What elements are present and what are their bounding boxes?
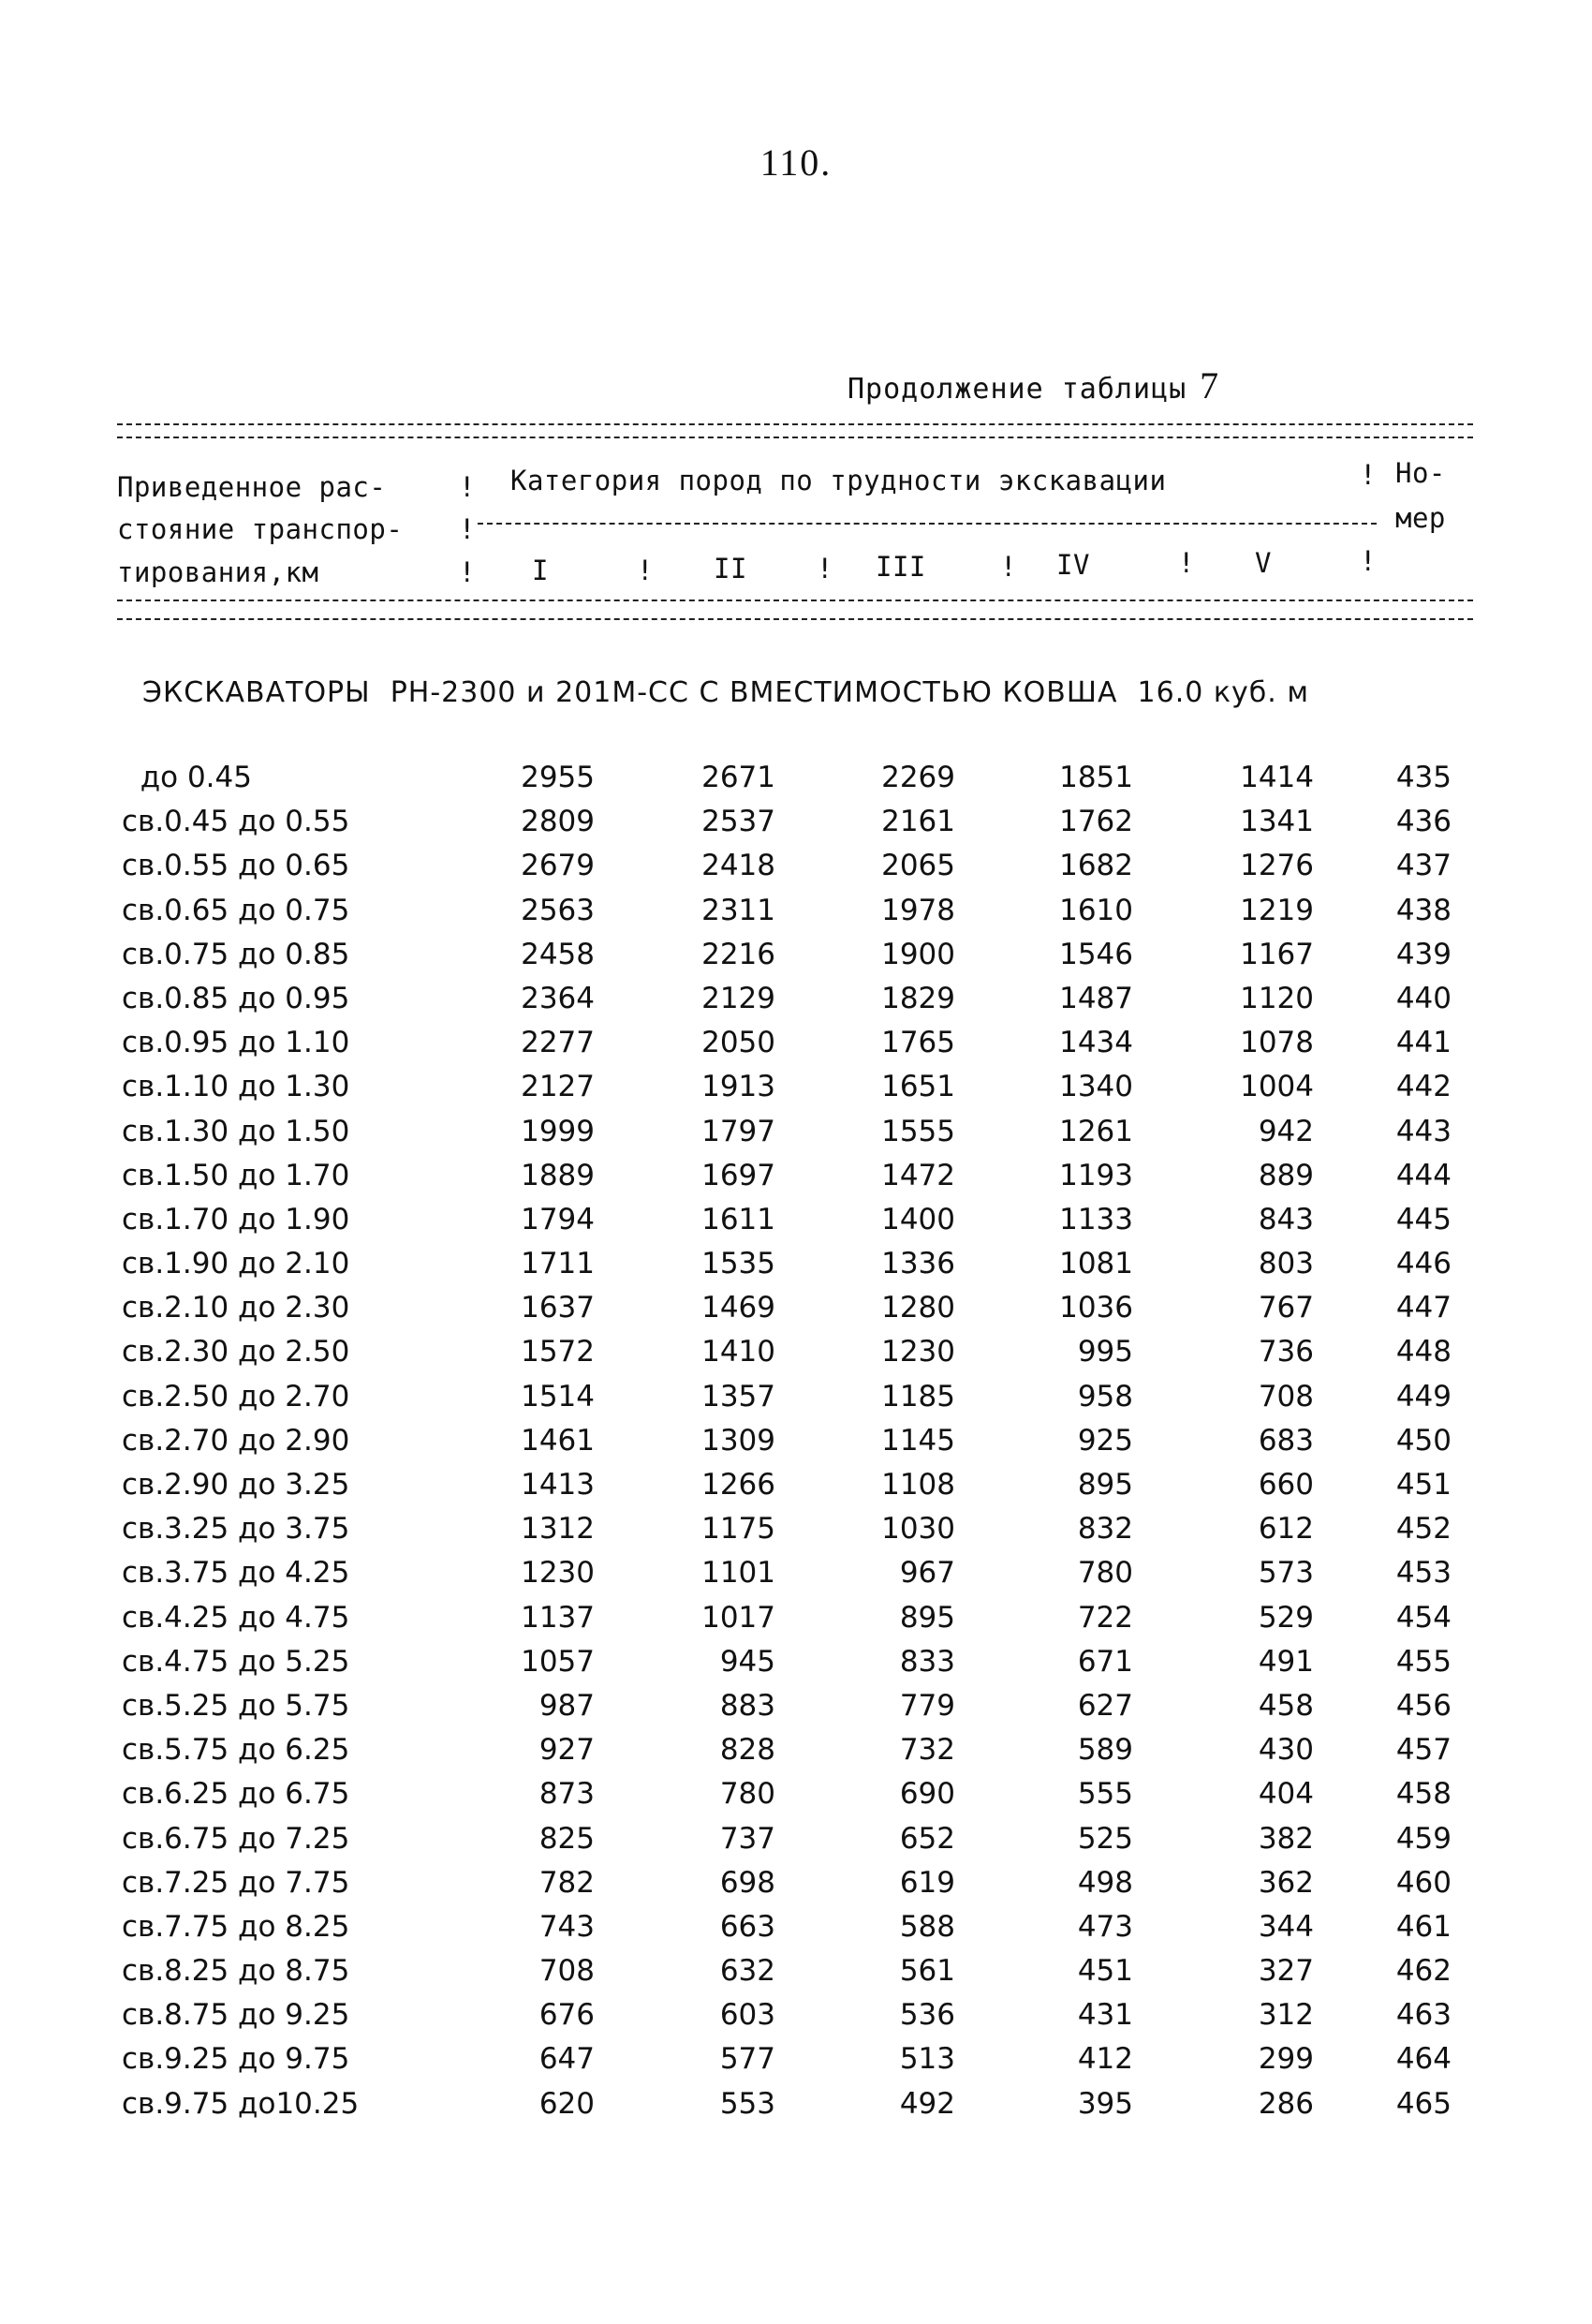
value-cell-category-3: 1185 bbox=[881, 1379, 955, 1414]
value-cell-category-1: 927 bbox=[538, 1733, 595, 1768]
row-number-cell: 458 bbox=[1395, 1777, 1452, 1812]
row-number-cell: 439 bbox=[1395, 937, 1452, 971]
distance-cell: св.0.45 до 0.55 bbox=[122, 805, 350, 839]
table-row bbox=[0, 938, 1592, 982]
header-separator-3: ! bbox=[459, 556, 476, 588]
value-cell-category-4: 925 bbox=[1077, 1423, 1133, 1458]
header-bottom-rule-2 bbox=[117, 618, 1473, 620]
value-cell-category-2: 1101 bbox=[701, 1556, 775, 1591]
value-cell-category-4: 722 bbox=[1077, 1600, 1133, 1635]
row-number-cell: 454 bbox=[1395, 1600, 1452, 1635]
value-cell-category-1: 2955 bbox=[521, 761, 595, 794]
row-number-cell: 447 bbox=[1395, 1291, 1452, 1325]
value-cell-category-3: 1978 bbox=[881, 893, 955, 927]
section-title: ЭКСКАВАТОРЫ РН-2300 и 201М-СС С ВМЕСТИМОСТЬЮ КОВША 16.0 куб. м bbox=[142, 676, 1309, 709]
value-cell-category-1: 1230 bbox=[521, 1556, 595, 1591]
value-cell-category-2: 1913 bbox=[701, 1070, 775, 1104]
value-cell-category-4: 431 bbox=[1077, 1998, 1133, 2033]
value-cell-category-1: 1514 bbox=[521, 1379, 595, 1414]
row-number-cell: 444 bbox=[1395, 1158, 1452, 1192]
row-number-cell: 455 bbox=[1395, 1644, 1452, 1679]
value-cell-category-1: 708 bbox=[538, 1954, 595, 1989]
value-cell-category-2: 1469 bbox=[701, 1291, 775, 1325]
value-cell-category-3: 1400 bbox=[881, 1202, 955, 1236]
value-cell-category-3: 732 bbox=[899, 1733, 955, 1768]
table-row bbox=[0, 1335, 1592, 1379]
value-cell-category-5: 491 bbox=[1258, 1644, 1314, 1679]
table-row bbox=[0, 1777, 1592, 1821]
table-row bbox=[0, 1866, 1592, 1910]
table-row bbox=[0, 1380, 1592, 1424]
value-cell-category-5: 344 bbox=[1258, 1909, 1314, 1944]
value-cell-category-5: 286 bbox=[1258, 2086, 1314, 2121]
value-cell-category-2: 2050 bbox=[701, 1026, 775, 1060]
value-cell-category-3: 2161 bbox=[881, 805, 955, 839]
value-cell-category-3: 967 bbox=[899, 1556, 955, 1591]
value-cell-category-3: 1765 bbox=[881, 1026, 955, 1060]
row-number-cell: 451 bbox=[1395, 1468, 1452, 1502]
value-cell-category-5: 573 bbox=[1258, 1556, 1314, 1591]
distance-cell: св.7.25 до 7.75 bbox=[122, 1865, 350, 1900]
table-row bbox=[0, 1070, 1592, 1114]
value-cell-category-2: 603 bbox=[719, 1998, 775, 2033]
continuation-text: Продолжение таблицы bbox=[848, 373, 1187, 406]
value-cell-category-5: 803 bbox=[1258, 1247, 1314, 1281]
value-cell-category-2: 1535 bbox=[701, 1247, 775, 1281]
row-number-cell: 437 bbox=[1395, 849, 1452, 883]
value-cell-category-3: 588 bbox=[899, 1909, 955, 1944]
value-cell-category-4: 395 bbox=[1077, 2086, 1133, 2121]
value-cell-category-2: 577 bbox=[719, 2042, 775, 2077]
value-cell-category-3: 513 bbox=[899, 2042, 955, 2077]
distance-cell: св.3.75 до 4.25 bbox=[122, 1556, 350, 1591]
value-cell-category-2: 698 bbox=[719, 1865, 775, 1900]
value-cell-category-1: 1461 bbox=[521, 1423, 595, 1458]
value-cell-category-5: 660 bbox=[1258, 1468, 1314, 1502]
value-cell-category-1: 1889 bbox=[521, 1158, 595, 1192]
value-cell-category-3: 833 bbox=[899, 1644, 955, 1679]
value-cell-category-4: 1036 bbox=[1059, 1291, 1133, 1325]
table-continuation-label bbox=[848, 363, 1219, 407]
value-cell-category-3: 1900 bbox=[881, 937, 955, 971]
value-cell-category-2: 1797 bbox=[701, 1114, 775, 1148]
table-row bbox=[0, 1291, 1592, 1335]
value-cell-category-1: 2563 bbox=[521, 893, 595, 927]
row-number-cell: 436 bbox=[1395, 805, 1452, 839]
table-row bbox=[0, 761, 1592, 805]
header-separator-5: ! bbox=[637, 555, 654, 586]
value-cell-category-5: 736 bbox=[1258, 1335, 1314, 1369]
distance-cell: св.4.75 до 5.25 bbox=[122, 1644, 350, 1679]
header-category-title: Категория пород по трудности экскавации bbox=[510, 465, 1167, 496]
distance-cell: св.2.90 до 3.25 bbox=[122, 1468, 350, 1502]
row-number-cell: 442 bbox=[1395, 1070, 1452, 1104]
value-cell-category-3: 1555 bbox=[881, 1114, 955, 1148]
row-number-cell: 465 bbox=[1395, 2086, 1452, 2121]
table-body bbox=[0, 761, 1592, 2131]
value-cell-category-2: 1017 bbox=[701, 1600, 775, 1635]
value-cell-category-1: 676 bbox=[538, 1998, 595, 2033]
header-distance-line2: стояние транспор- bbox=[117, 513, 404, 545]
value-cell-category-1: 987 bbox=[538, 1688, 595, 1723]
value-cell-category-4: 627 bbox=[1077, 1688, 1133, 1723]
value-cell-category-3: 690 bbox=[899, 1777, 955, 1812]
distance-cell: св.1.30 до 1.50 bbox=[122, 1114, 350, 1148]
row-number-cell: 443 bbox=[1395, 1114, 1452, 1148]
row-number-cell: 449 bbox=[1395, 1379, 1452, 1414]
value-cell-category-5: 382 bbox=[1258, 1821, 1314, 1856]
value-cell-category-2: 1357 bbox=[701, 1379, 775, 1414]
value-cell-category-3: 1651 bbox=[881, 1070, 955, 1104]
distance-cell: св.2.30 до 2.50 bbox=[122, 1335, 350, 1369]
header-separator-4: ! bbox=[1360, 459, 1377, 491]
distance-cell: св.2.70 до 2.90 bbox=[122, 1423, 350, 1458]
table-row bbox=[0, 1601, 1592, 1645]
table-row bbox=[0, 1512, 1592, 1556]
value-cell-category-3: 619 bbox=[899, 1865, 955, 1900]
value-cell-category-5: 458 bbox=[1258, 1688, 1314, 1723]
value-cell-category-4: 1434 bbox=[1059, 1026, 1133, 1060]
table-row bbox=[0, 2087, 1592, 2131]
row-number-cell: 446 bbox=[1395, 1247, 1452, 1281]
value-cell-category-2: 2537 bbox=[701, 805, 775, 839]
value-cell-category-4: 589 bbox=[1077, 1733, 1133, 1768]
value-cell-category-3: 2269 bbox=[881, 761, 955, 794]
value-cell-category-1: 2277 bbox=[521, 1026, 595, 1060]
row-number-cell: 463 bbox=[1395, 1998, 1452, 2033]
row-number-cell: 441 bbox=[1395, 1026, 1452, 1060]
value-cell-category-5: 404 bbox=[1258, 1777, 1314, 1812]
distance-cell: св.2.50 до 2.70 bbox=[122, 1379, 350, 1414]
distance-cell: до 0.45 bbox=[122, 761, 252, 794]
value-cell-category-4: 555 bbox=[1077, 1777, 1133, 1812]
value-cell-category-3: 561 bbox=[899, 1954, 955, 1989]
value-cell-category-5: 1120 bbox=[1240, 981, 1314, 1015]
table-row bbox=[0, 1998, 1592, 2042]
value-cell-category-2: 2418 bbox=[701, 849, 775, 883]
value-cell-category-2: 1410 bbox=[701, 1335, 775, 1369]
row-number-cell: 453 bbox=[1395, 1556, 1452, 1591]
value-cell-category-3: 1145 bbox=[881, 1423, 955, 1458]
value-cell-category-4: 895 bbox=[1077, 1468, 1133, 1502]
header-top-rule-2 bbox=[117, 437, 1473, 438]
value-cell-category-2: 1266 bbox=[701, 1468, 775, 1502]
value-cell-category-3: 1280 bbox=[881, 1291, 955, 1325]
value-cell-category-5: 1004 bbox=[1240, 1070, 1314, 1104]
value-cell-category-4: 832 bbox=[1077, 1512, 1133, 1547]
header-distance-line3: тирования,км bbox=[117, 556, 319, 588]
header-category-IV: IV bbox=[1056, 549, 1090, 581]
header-separator-8: ! bbox=[1178, 547, 1195, 579]
value-cell-category-4: 1851 bbox=[1059, 761, 1133, 794]
distance-cell: св.5.75 до 6.25 bbox=[122, 1733, 350, 1768]
value-cell-category-4: 451 bbox=[1077, 1954, 1133, 1989]
value-cell-category-3: 2065 bbox=[881, 849, 955, 883]
distance-cell: св.1.50 до 1.70 bbox=[122, 1158, 350, 1192]
row-number-cell: 461 bbox=[1395, 1909, 1452, 1944]
value-cell-category-1: 873 bbox=[538, 1777, 595, 1812]
row-number-cell: 450 bbox=[1395, 1423, 1452, 1458]
value-cell-category-5: 529 bbox=[1258, 1600, 1314, 1635]
value-cell-category-5: 1078 bbox=[1240, 1026, 1314, 1060]
value-cell-category-4: 995 bbox=[1077, 1335, 1133, 1369]
header-category-III: III bbox=[876, 551, 926, 583]
distance-cell: св.0.55 до 0.65 bbox=[122, 849, 350, 883]
row-number-cell: 456 bbox=[1395, 1688, 1452, 1723]
value-cell-category-2: 553 bbox=[719, 2086, 775, 2121]
value-cell-category-2: 2311 bbox=[701, 893, 775, 927]
value-cell-category-4: 1133 bbox=[1059, 1202, 1133, 1236]
distance-cell: св.0.75 до 0.85 bbox=[122, 937, 350, 971]
value-cell-category-4: 1261 bbox=[1059, 1114, 1133, 1148]
value-cell-category-3: 1230 bbox=[881, 1335, 955, 1369]
value-cell-category-4: 1487 bbox=[1059, 981, 1133, 1015]
value-cell-category-4: 1610 bbox=[1059, 893, 1133, 927]
value-cell-category-1: 1413 bbox=[521, 1468, 595, 1502]
row-number-cell: 440 bbox=[1395, 981, 1452, 1015]
value-cell-category-1: 743 bbox=[538, 1909, 595, 1944]
distance-cell: св.8.25 до 8.75 bbox=[122, 1954, 350, 1989]
distance-cell: св.9.75 до10.25 bbox=[122, 2086, 360, 2121]
distance-cell: св.0.65 до 0.75 bbox=[122, 893, 350, 927]
value-cell-category-1: 2364 bbox=[521, 981, 595, 1015]
value-cell-category-3: 1336 bbox=[881, 1247, 955, 1281]
value-cell-category-1: 1999 bbox=[521, 1114, 595, 1148]
value-cell-category-4: 1762 bbox=[1059, 805, 1133, 839]
value-cell-category-2: 1309 bbox=[701, 1423, 775, 1458]
distance-cell: св.1.90 до 2.10 bbox=[122, 1247, 350, 1281]
row-number-cell: 457 bbox=[1395, 1733, 1452, 1768]
header-separator-6: ! bbox=[817, 553, 833, 585]
value-cell-category-1: 782 bbox=[538, 1865, 595, 1900]
value-cell-category-5: 942 bbox=[1258, 1114, 1314, 1148]
value-cell-category-2: 945 bbox=[719, 1644, 775, 1679]
value-cell-category-2: 2129 bbox=[701, 981, 775, 1015]
table-row bbox=[0, 1203, 1592, 1247]
row-number-cell: 452 bbox=[1395, 1512, 1452, 1547]
value-cell-category-1: 825 bbox=[538, 1821, 595, 1856]
table-row bbox=[0, 894, 1592, 938]
table-row bbox=[0, 1733, 1592, 1777]
table-row bbox=[0, 1910, 1592, 1954]
row-number-cell: 435 bbox=[1395, 761, 1452, 794]
value-cell-category-3: 1108 bbox=[881, 1468, 955, 1502]
header-category-II: II bbox=[714, 553, 747, 585]
value-cell-category-5: 1276 bbox=[1240, 849, 1314, 883]
value-cell-category-1: 2679 bbox=[521, 849, 595, 883]
distance-cell: св.5.25 до 5.75 bbox=[122, 1688, 350, 1723]
row-number-cell: 464 bbox=[1395, 2042, 1452, 2077]
value-cell-category-5: 1167 bbox=[1240, 937, 1314, 971]
distance-cell: св.2.10 до 2.30 bbox=[122, 1291, 350, 1325]
value-cell-category-4: 1546 bbox=[1059, 937, 1133, 971]
distance-cell: св.6.25 до 6.75 bbox=[122, 1777, 350, 1812]
table-row bbox=[0, 1026, 1592, 1070]
value-cell-category-1: 2809 bbox=[521, 805, 595, 839]
value-cell-category-3: 895 bbox=[899, 1600, 955, 1635]
distance-cell: св.3.25 до 3.75 bbox=[122, 1512, 350, 1547]
value-cell-category-5: 1414 bbox=[1240, 761, 1314, 794]
row-number-cell: 445 bbox=[1395, 1202, 1452, 1236]
value-cell-category-5: 708 bbox=[1258, 1379, 1314, 1414]
value-cell-category-1: 2127 bbox=[521, 1070, 595, 1104]
value-cell-category-2: 1697 bbox=[701, 1158, 775, 1192]
distance-cell: св.1.10 до 1.30 bbox=[122, 1070, 350, 1104]
table-row bbox=[0, 2042, 1592, 2086]
header-separator-9: ! bbox=[1360, 545, 1377, 577]
value-cell-category-1: 1794 bbox=[521, 1202, 595, 1236]
value-cell-category-2: 2216 bbox=[701, 937, 775, 971]
value-cell-category-5: 327 bbox=[1258, 1954, 1314, 1989]
distance-cell: св.0.85 до 0.95 bbox=[122, 981, 350, 1015]
value-cell-category-4: 1682 bbox=[1059, 849, 1133, 883]
distance-cell: св.8.75 до 9.25 bbox=[122, 1998, 350, 2033]
header-separator-7: ! bbox=[1000, 551, 1017, 583]
value-cell-category-3: 536 bbox=[899, 1998, 955, 2033]
value-cell-category-3: 1030 bbox=[881, 1512, 955, 1547]
value-cell-category-1: 2458 bbox=[521, 937, 595, 971]
value-cell-category-2: 1611 bbox=[701, 1202, 775, 1236]
value-cell-category-5: 612 bbox=[1258, 1512, 1314, 1547]
value-cell-category-1: 1572 bbox=[521, 1335, 595, 1369]
value-cell-category-3: 492 bbox=[899, 2086, 955, 2121]
table-row bbox=[0, 1645, 1592, 1689]
header-top-rule-1 bbox=[117, 423, 1473, 425]
distance-cell: св.0.95 до 1.10 bbox=[122, 1026, 350, 1060]
value-cell-category-2: 2671 bbox=[701, 761, 775, 794]
value-cell-category-4: 498 bbox=[1077, 1865, 1133, 1900]
distance-cell: св.1.70 до 1.90 bbox=[122, 1202, 350, 1236]
value-cell-category-4: 525 bbox=[1077, 1821, 1133, 1856]
table-row bbox=[0, 1115, 1592, 1159]
value-cell-category-5: 889 bbox=[1258, 1158, 1314, 1192]
header-bottom-rule-1 bbox=[117, 600, 1473, 601]
value-cell-category-2: 737 bbox=[719, 1821, 775, 1856]
value-cell-category-4: 780 bbox=[1077, 1556, 1133, 1591]
value-cell-category-1: 1137 bbox=[521, 1600, 595, 1635]
table-row bbox=[0, 1468, 1592, 1512]
value-cell-category-5: 767 bbox=[1258, 1291, 1314, 1325]
value-cell-category-5: 362 bbox=[1258, 1865, 1314, 1900]
row-number-cell: 462 bbox=[1395, 1954, 1452, 1989]
header-separator-2: ! bbox=[459, 513, 476, 545]
table-row bbox=[0, 849, 1592, 893]
header-category-V: V bbox=[1255, 547, 1272, 579]
row-number-cell: 460 bbox=[1395, 1865, 1452, 1900]
value-cell-category-5: 843 bbox=[1258, 1202, 1314, 1236]
value-cell-category-1: 1057 bbox=[521, 1644, 595, 1679]
value-cell-category-2: 1175 bbox=[701, 1512, 775, 1547]
value-cell-category-4: 671 bbox=[1077, 1644, 1133, 1679]
value-cell-category-4: 1193 bbox=[1059, 1158, 1133, 1192]
table-row bbox=[0, 1822, 1592, 1866]
header-distance-line1: Приведенное рас- bbox=[117, 471, 387, 503]
distance-cell: св.6.75 до 7.25 bbox=[122, 1821, 350, 1856]
value-cell-category-4: 1340 bbox=[1059, 1070, 1133, 1104]
distance-cell: св.4.25 до 4.75 bbox=[122, 1600, 350, 1635]
row-number-cell: 459 bbox=[1395, 1821, 1452, 1856]
header-category-I: I bbox=[532, 555, 549, 586]
table-row bbox=[0, 1556, 1592, 1600]
value-cell-category-4: 958 bbox=[1077, 1379, 1133, 1414]
value-cell-category-3: 1829 bbox=[881, 981, 955, 1015]
table-row bbox=[0, 1689, 1592, 1733]
value-cell-category-2: 632 bbox=[719, 1954, 775, 1989]
value-cell-category-2: 828 bbox=[719, 1733, 775, 1768]
value-cell-category-2: 780 bbox=[719, 1777, 775, 1812]
table-row bbox=[0, 1159, 1592, 1203]
value-cell-category-4: 473 bbox=[1077, 1909, 1133, 1944]
table-row bbox=[0, 982, 1592, 1026]
value-cell-category-1: 1637 bbox=[521, 1291, 595, 1325]
value-cell-category-3: 1472 bbox=[881, 1158, 955, 1192]
value-cell-category-1: 647 bbox=[538, 2042, 595, 2077]
header-separator-1: ! bbox=[459, 471, 476, 503]
value-cell-category-5: 430 bbox=[1258, 1733, 1314, 1768]
table-row bbox=[0, 1954, 1592, 1998]
page-number: 110. bbox=[759, 141, 833, 184]
value-cell-category-2: 663 bbox=[719, 1909, 775, 1944]
row-number-cell: 448 bbox=[1395, 1335, 1452, 1369]
value-cell-category-5: 312 bbox=[1258, 1998, 1314, 2033]
value-cell-category-2: 883 bbox=[719, 1688, 775, 1723]
value-cell-category-1: 620 bbox=[538, 2086, 595, 2121]
value-cell-category-4: 1081 bbox=[1059, 1247, 1133, 1281]
header-category-dash bbox=[478, 523, 1377, 525]
value-cell-category-5: 683 bbox=[1258, 1423, 1314, 1458]
continuation-table-number: 7 bbox=[1200, 364, 1220, 407]
value-cell-category-5: 1219 bbox=[1240, 893, 1314, 927]
distance-cell: св.7.75 до 8.25 bbox=[122, 1909, 350, 1944]
value-cell-category-3: 652 bbox=[899, 1821, 955, 1856]
value-cell-category-4: 412 bbox=[1077, 2042, 1133, 2077]
value-cell-category-1: 1711 bbox=[521, 1247, 595, 1281]
table-row bbox=[0, 805, 1592, 849]
row-number-cell: 438 bbox=[1395, 893, 1452, 927]
value-cell-category-3: 779 bbox=[899, 1688, 955, 1723]
value-cell-category-5: 1341 bbox=[1240, 805, 1314, 839]
table-row bbox=[0, 1424, 1592, 1468]
table-row bbox=[0, 1247, 1592, 1291]
value-cell-category-1: 1312 bbox=[521, 1512, 595, 1547]
header-number-line2: мер bbox=[1395, 502, 1446, 534]
distance-cell: св.9.25 до 9.75 bbox=[122, 2042, 350, 2077]
value-cell-category-5: 299 bbox=[1258, 2042, 1314, 2077]
header-number-line1: Но- bbox=[1395, 457, 1446, 489]
